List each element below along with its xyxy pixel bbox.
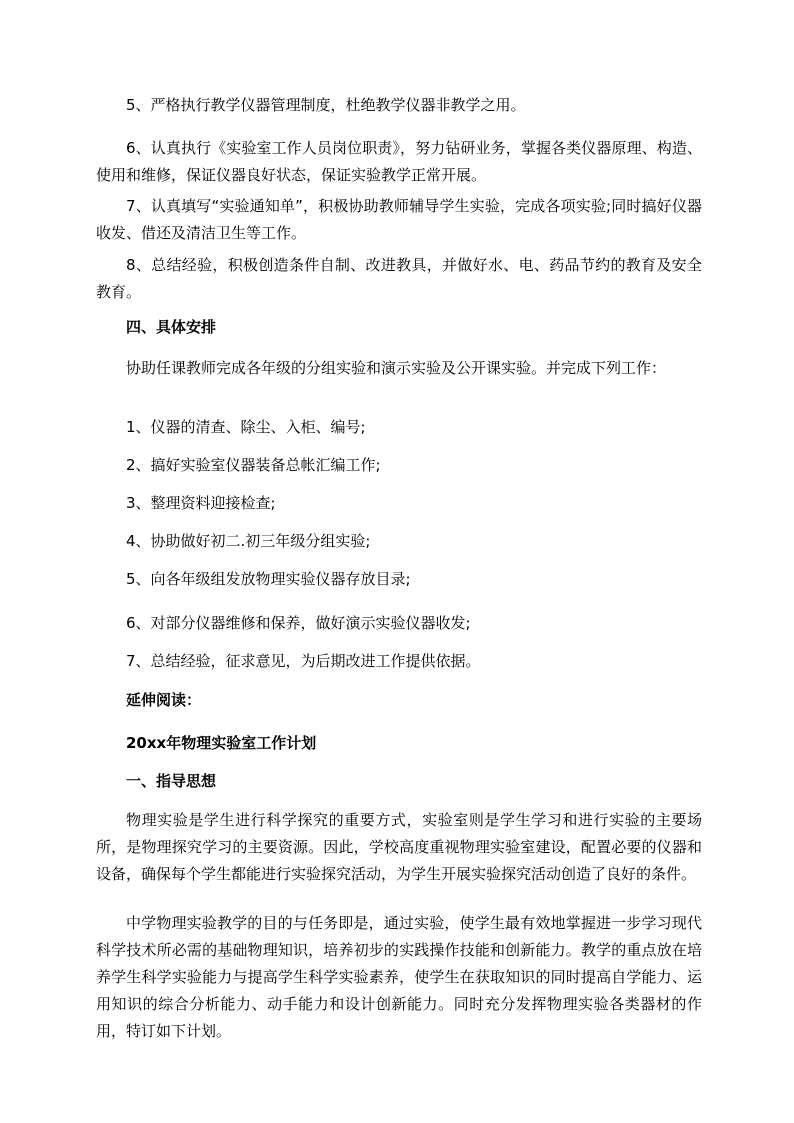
section4-item-3: 3、整理资料迎接检查;: [126, 494, 276, 512]
item-5-paragraph: 5、严格执行教学仪器管理制度，杜绝教学仪器非教学之用。: [126, 96, 526, 114]
section4-item-5: 5、向各年级组发放物理实验仪器存放目录;: [126, 570, 411, 588]
section4-item-4: 4、协助做好初二.初三年级分组实验;: [126, 532, 371, 550]
item-8-paragraph: 8、总结经验，积极创造条件自制、改进教具，并做好水、电、药品节约的教育及安全教育。: [96, 256, 702, 301]
section4-heading: 四、具体安排: [126, 318, 217, 336]
document-page: [96, 0, 702, 1123]
item-7-paragraph: 7、认真填写“实验通知单”，积极协助教师辅导学生实验，完成各项实验;同时搞好仪器收发、借还及清洁卫生等工作。: [96, 197, 702, 242]
section4-item-1: 1、仪器的清查、除尘、入柜、编号;: [126, 418, 366, 436]
section4-item-7: 7、总结经验，征求意见，为后期改进工作提供依据。: [126, 652, 481, 670]
section4-item-6: 6、对部分仪器维修和保养，做好演示实验仪器收发;: [126, 614, 471, 632]
extended-reading-label: 延伸阅读：: [126, 691, 202, 709]
item-6-paragraph: 6、认真执行《实验室工作人员岗位职责》，努力钻研业务，掌握各类仪器原理、构造、使用和维修，保证仪器良好状态，保证实验教学正常开展。: [96, 139, 702, 184]
article-title: 20xx年物理实验室工作计划: [126, 734, 317, 752]
section1-paragraph-1: 物理实验是学生进行科学探究的重要方式，实验室则是学生学习和进行实验的主要场所，是物理探究学习的主要资源。因此，学校高度重视物理实验室建设，配置必要的仪器和设备，确保每个学生都能进行实验探究活动，为学生开展实验探究活动创造了良好的条件。: [96, 811, 702, 883]
section1-paragraph-2: 中学物理实验教学的目的与任务即是，通过实验，使学生最有效地掌握进一步学习现代科学技术所必需的基础物理知识，培养初步的实践操作技能和创新能力。教学的重点放在培养学生科学实验能力与提高学生科学实验素养，使学生在获取知识的同时提高自学能力、运用知识的综合分析能力、动手能力和设计创新能力。同时充分发挥物理实验各类器材的作用，特订如下计划。: [96, 914, 702, 1040]
section4-item-2: 2、搞好实验室仪器装备总帐汇编工作;: [126, 456, 381, 474]
section4-intro: 协助任课教师完成各年级的分组实验和演示实验及公开课实验。并完成下列工作：: [126, 359, 667, 377]
section1-heading: 一、指导思想: [126, 772, 217, 790]
